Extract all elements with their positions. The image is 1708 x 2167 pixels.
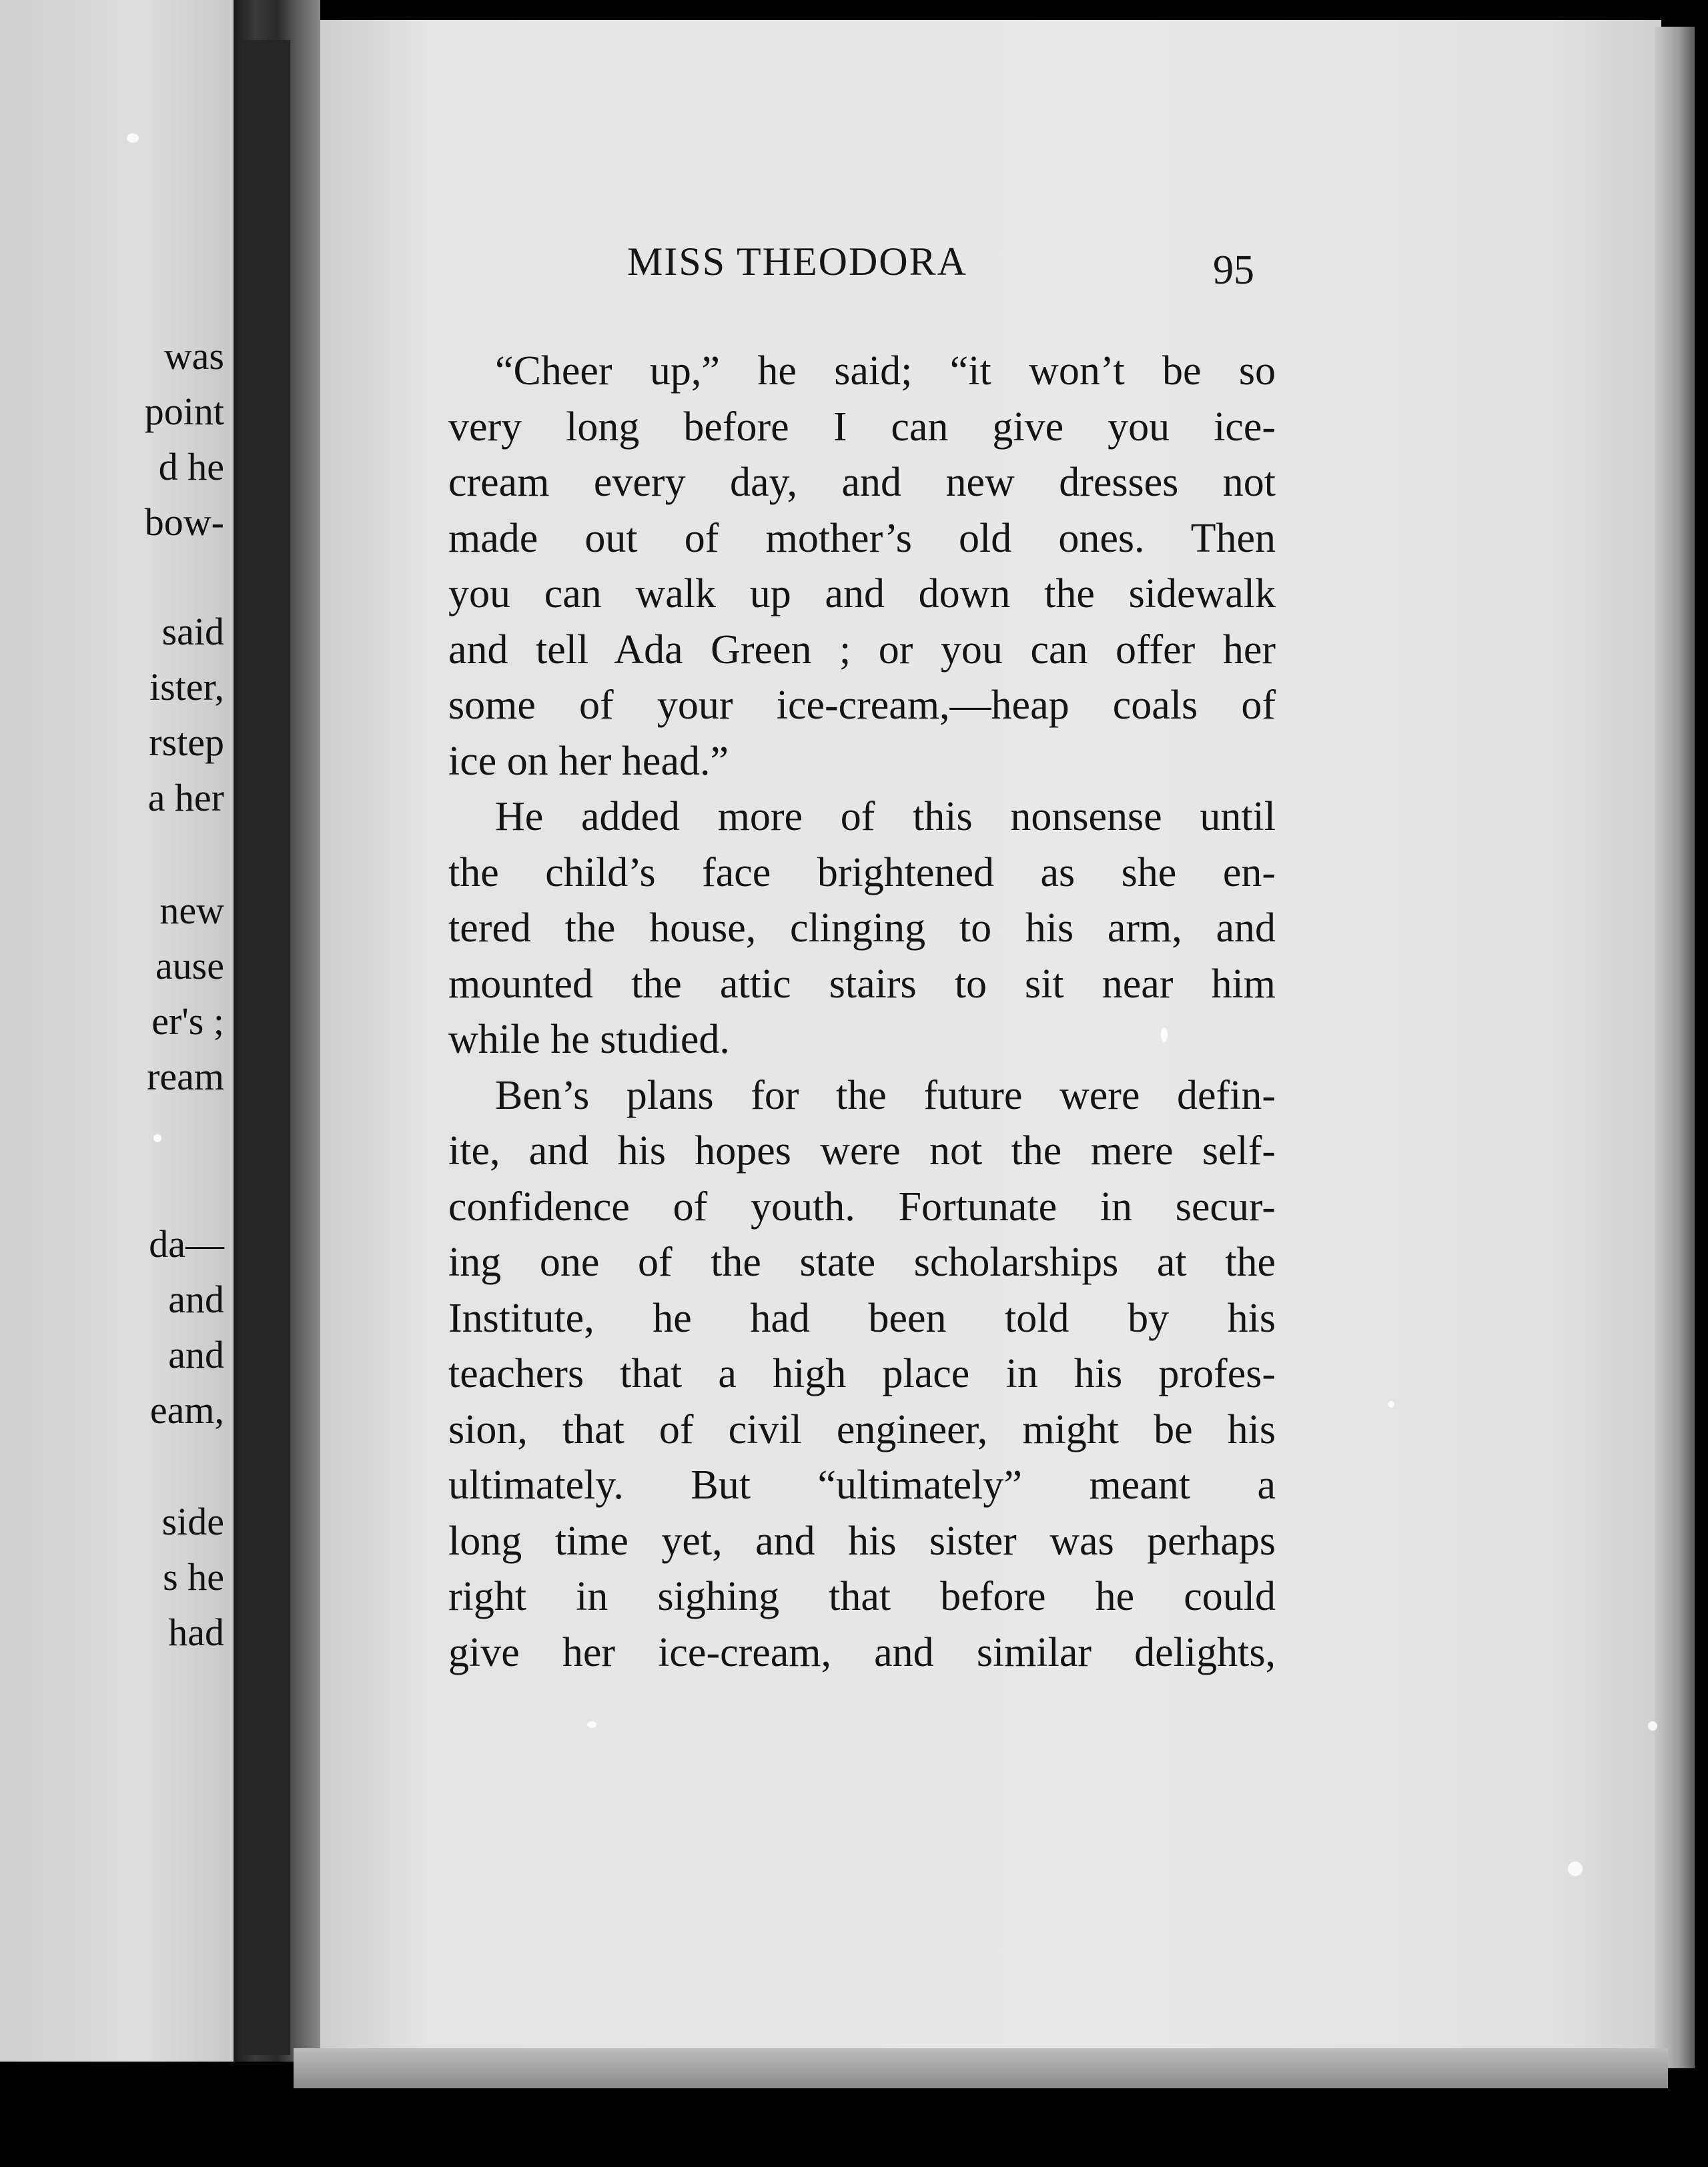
page-bottom-edge	[294, 2048, 1668, 2088]
binding-shadow	[244, 40, 290, 2055]
text-line: “Cheer up,” he said; “it won’t be so	[495, 348, 1276, 394]
left-page-fragment: had	[168, 1611, 224, 1654]
dust-speck	[1161, 1027, 1168, 1042]
left-page-fragment: d he	[158, 445, 224, 488]
text-line: while he studied.	[448, 1017, 730, 1062]
dust-speck	[1568, 1861, 1583, 1876]
text-line: tered the house, clinging to his arm, and	[448, 905, 1276, 951]
text-line: very long before I can give you ice-	[448, 404, 1276, 450]
left-page-fragment: ause	[155, 944, 224, 987]
dust-speck	[153, 1134, 161, 1142]
running-header: MISS THEODORA	[627, 240, 967, 284]
text-line: ing one of the state scholarships at the	[448, 1240, 1276, 1285]
text-line: give her ice-cream, and similar delights,	[448, 1629, 1276, 1675]
text-line: He added more of this nonsense until	[495, 794, 1276, 839]
left-page-fragment: eam,	[149, 1388, 224, 1432]
page-stack-edge	[1655, 27, 1695, 2068]
text-line: teachers that a high place in his profes-	[448, 1351, 1276, 1396]
left-page-fragment: a her	[147, 776, 224, 819]
page-number: 95	[1213, 248, 1254, 293]
text-line: mounted the attic stairs to sit near him	[448, 961, 1276, 1007]
left-page-fragment: side	[161, 1500, 224, 1543]
dust-speck	[1648, 1721, 1657, 1731]
text-line: some of your ice-cream,—heap coals of	[448, 683, 1276, 728]
text-line: sion, that of civil engineer, might be his	[448, 1406, 1276, 1452]
left-page-fragment: point	[144, 390, 224, 433]
text-line: you can walk up and down the sidewalk	[448, 571, 1276, 616]
text-line: Institute, he had been told by his	[448, 1295, 1276, 1341]
text-line: made out of mother’s old ones. Then	[448, 515, 1276, 561]
text-line: ite, and his hopes were not the mere self-	[448, 1128, 1276, 1174]
text-line: confidence of youth. Fortunate in secur-	[448, 1184, 1276, 1230]
left-page-fragment: new	[159, 889, 224, 932]
previous-page-edge	[0, 0, 234, 2062]
text-line: right in sighing that before he could	[448, 1574, 1276, 1619]
text-line: the child’s face brightened as she en-	[448, 849, 1276, 895]
text-line: long time yet, and his sister was perhaps	[448, 1518, 1276, 1564]
text-line: ultimately. But “ultimately” meant a	[448, 1462, 1276, 1508]
left-page-fragment: ream	[147, 1055, 224, 1098]
dust-speck	[1388, 1401, 1394, 1408]
left-page-fragment: da—	[149, 1222, 224, 1266]
body-text	[448, 344, 1276, 1681]
left-page-fragment: er's ;	[151, 999, 224, 1043]
left-page-fragment: s he	[163, 1555, 224, 1599]
text-line: cream every day, and new dresses not	[448, 460, 1276, 505]
left-page-fragment: rstep	[149, 721, 224, 764]
text-line: ice on her head.”	[448, 738, 729, 784]
left-page-fragment: ister,	[149, 665, 224, 709]
dust-speck	[127, 133, 139, 143]
left-page-fragment: and	[168, 1278, 224, 1321]
text-line: and tell Ada Green ; or you can offer her	[448, 626, 1276, 673]
dust-speck	[587, 1721, 596, 1728]
text-line: Ben’s plans for the future were defin-	[495, 1072, 1276, 1118]
left-page-fragment: and	[168, 1333, 224, 1376]
left-page-fragment: was	[163, 334, 224, 378]
left-page-fragment: said	[161, 610, 224, 653]
left-page-fragment: bow-	[144, 500, 224, 544]
